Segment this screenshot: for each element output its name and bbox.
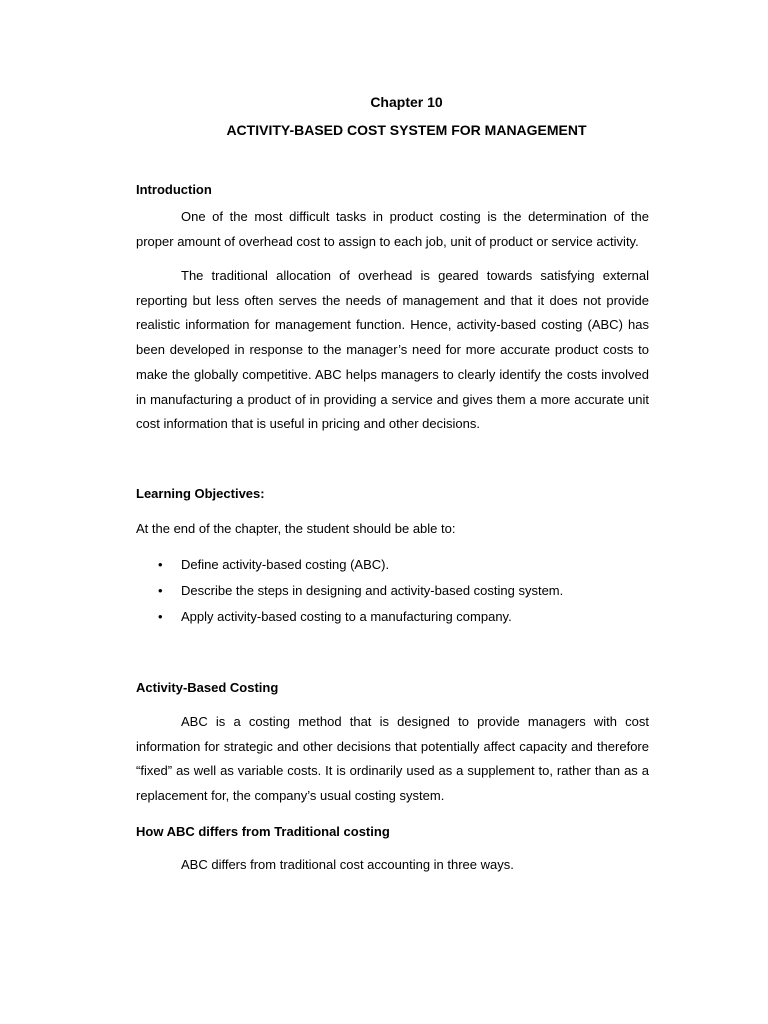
list-item [136, 556, 563, 582]
how-abc-differs-paragraph: ABC differs from traditional cost accounting in three ways. [181, 857, 514, 872]
bullet-icon: • [158, 583, 163, 598]
list-item-text: Apply activity-based costing to a manufacturing company. [181, 609, 512, 624]
bullet-icon: • [158, 557, 163, 572]
section-heading-introduction: Introduction [136, 182, 212, 197]
list-item [136, 582, 563, 608]
list-item-text: Describe the steps in designing and activity-based costing system. [181, 583, 564, 598]
activity-based-costing-paragraph: ABC is a costing method that is designed to provide managers with cost information for strategic and other decisions that potentially affect capacity and therefore “fixed” as well as variable costs. It is ordinarily used as a supplement to, rather than as a replacement for, the company’s usual costing system. [136, 714, 649, 804]
section-heading-learning-objectives: Learning Objectives: [136, 486, 265, 501]
chapter-title: ACTIVITY-BASED COST SYSTEM FOR MANAGEMENT [226, 122, 587, 138]
learning-objectives-intro: At the end of the chapter, the student should be able to: [136, 521, 456, 536]
bullet-icon: • [158, 609, 163, 624]
introduction-paragraph-1: One of the most difficult tasks in product costing is the determination of the proper amount of overhead cost to assign to each job, unit of product or service activity. [136, 209, 649, 249]
learning-objectives-list [136, 556, 563, 634]
section-heading-how-abc-differs: How ABC differs from Traditional costing [136, 824, 390, 839]
chapter-number: Chapter 10 [370, 94, 443, 110]
section-heading-activity-based-costing: Activity-Based Costing [136, 680, 279, 695]
list-item [136, 608, 563, 634]
list-item-text: Define activity-based costing (ABC). [181, 557, 390, 572]
introduction-paragraph-2: The traditional allocation of overhead is geared towards satisfying external reporting but less often serves the needs of management and that it does not provide realistic information for management function. Hence, activity-based costing (ABC) has been developed in response to the manager’s need for more accurate product costs to make the globally competitive. ABC helps managers to clearly identify the costs involved in manufacturing a product of in providing a service and gives them a more accurate unit cost information that is useful in pricing and other decisions. [136, 268, 649, 432]
